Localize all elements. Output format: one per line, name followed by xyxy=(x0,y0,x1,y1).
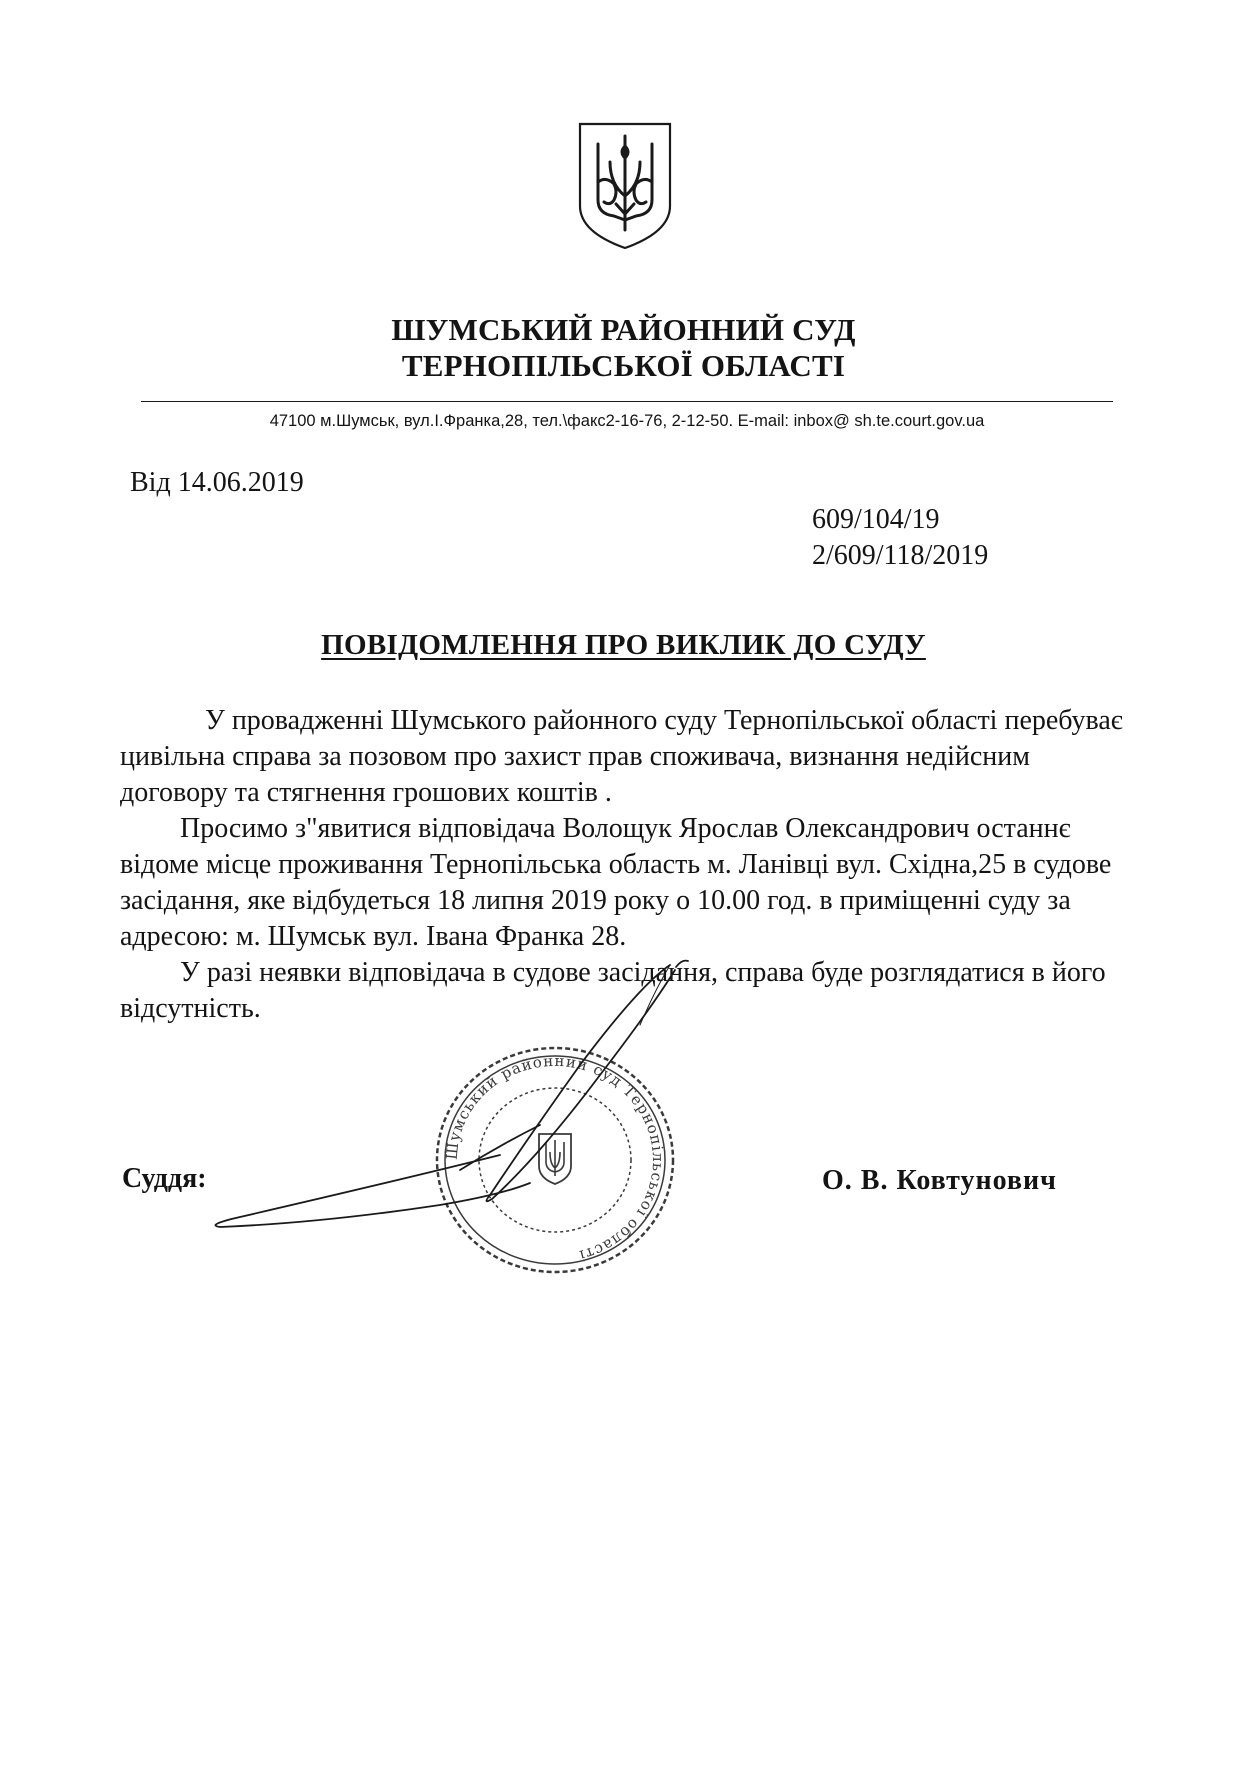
body-paragraph-2: Просимо з"явитися відповідача Волощук Ярослав Олександрович останнє відоме місце проживання Тернопільська область м. Ланівці вул. Східна,25 в судове засідання, яке відбудеться 18 липня 2019 року о 10.00 год. в приміщенні суду за адресою: м. Шумськ вул. Івана Франка 28. xyxy=(120,813,1112,952)
body-paragraph-1: У провадженні Шумського районного суду Тернопільської області перебуває цивільна справа за позовом про захист прав споживача, визнання недійсним договору та стягнення грошових коштів . xyxy=(120,705,1123,808)
coat-of-arms-icon xyxy=(576,122,674,250)
judge-label: Суддя: xyxy=(122,1163,207,1194)
header-divider xyxy=(141,401,1113,402)
court-contact-line: 47100 м.Шумськ, вул.І.Франка,28, тел.\факс2-16-76, 2-12-50. E-mail: inbox@ sh.te.court.gov.ua xyxy=(269,412,985,430)
handwritten-signature xyxy=(200,955,760,1255)
letter-date: Від 14.06.2019 xyxy=(130,467,304,498)
body-paragraph-3: У разі неявки відповідача в судове засідання, справа буде розглядатися в його відсутність. xyxy=(120,957,1106,1024)
case-numbers xyxy=(812,502,988,574)
court-name xyxy=(0,312,1247,384)
case-number-2: 2/609/118/2019 xyxy=(812,540,989,571)
case-number-1: 609/104/19 xyxy=(812,504,940,535)
court-name-line-2: ТЕРНОПІЛЬСЬКОЇ ОБЛАСТІ xyxy=(401,348,846,383)
judge-name: О. В. Ковтунович xyxy=(822,1165,1057,1196)
stamp-text: Шумський районний суд Тернопільської області xyxy=(442,1051,668,1266)
court-name-line-1: ШУМСЬКИЙ РАЙОННИЙ СУД xyxy=(391,312,856,347)
document-title: ПОВІДОМЛЕННЯ ПРО ВИКЛИК ДО СУДУ xyxy=(321,629,926,661)
